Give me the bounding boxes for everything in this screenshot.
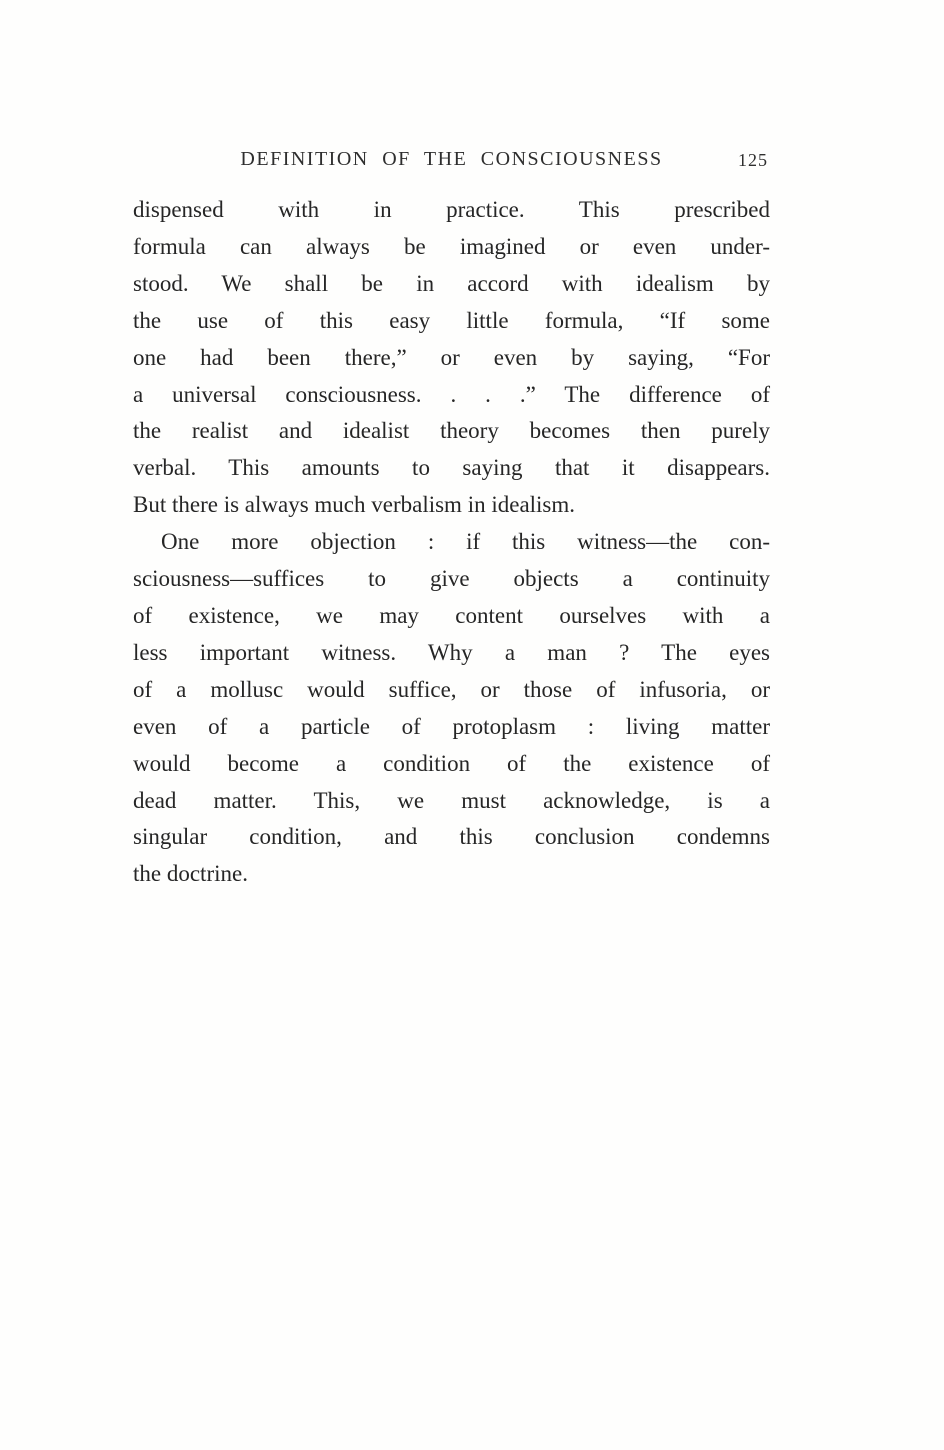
page-body xyxy=(133,192,770,893)
text-line: even of a particle of protoplasm : living matter xyxy=(133,713,770,739)
text-line: dispensed with in practice. This prescribed xyxy=(133,197,770,222)
text-line: a universal consciousness. . . .” The difference of xyxy=(133,381,770,407)
text-line: dead matter. This, we must acknowledge, is a xyxy=(133,787,770,813)
text-line: sciousness—suffices to give objects a continuity xyxy=(133,566,770,592)
text-line: of existence, we may content ourselves with a xyxy=(133,602,770,628)
page-header xyxy=(133,148,770,178)
text-line: the realist and idealist theory becomes then purely xyxy=(133,418,770,444)
text-line: formula can always be imagined or even under- xyxy=(133,233,770,259)
text-line: would become a condition of the existence of xyxy=(133,750,770,776)
text-line: the doctrine. xyxy=(133,861,248,887)
text-line: One more objection : if this witness—the con- xyxy=(161,529,770,555)
text-line: of a mollusc would suffice, or those of infusoria, or xyxy=(133,676,770,702)
text-line: But there is always much verbalism in idealism. xyxy=(133,492,576,518)
paragraph xyxy=(133,192,770,524)
paragraph xyxy=(133,524,770,893)
text-line: stood. We shall be in accord with idealism by xyxy=(133,270,770,296)
text-block xyxy=(133,148,770,893)
text-line: singular condition, and this conclusion condemns xyxy=(133,824,770,850)
page-number: 125 xyxy=(738,150,768,170)
text-line: verbal. This amounts to saying that it disappears. xyxy=(133,455,770,481)
running-head-title: DEFINITION OF THE CONSCIOUSNESS xyxy=(240,148,663,170)
text-line: one had been there,” or even by saying, “For xyxy=(133,344,770,370)
text-line: the use of this easy little formula, “If some xyxy=(133,307,770,333)
text-line: less important witness. Why a man ? The eyes xyxy=(133,639,770,665)
